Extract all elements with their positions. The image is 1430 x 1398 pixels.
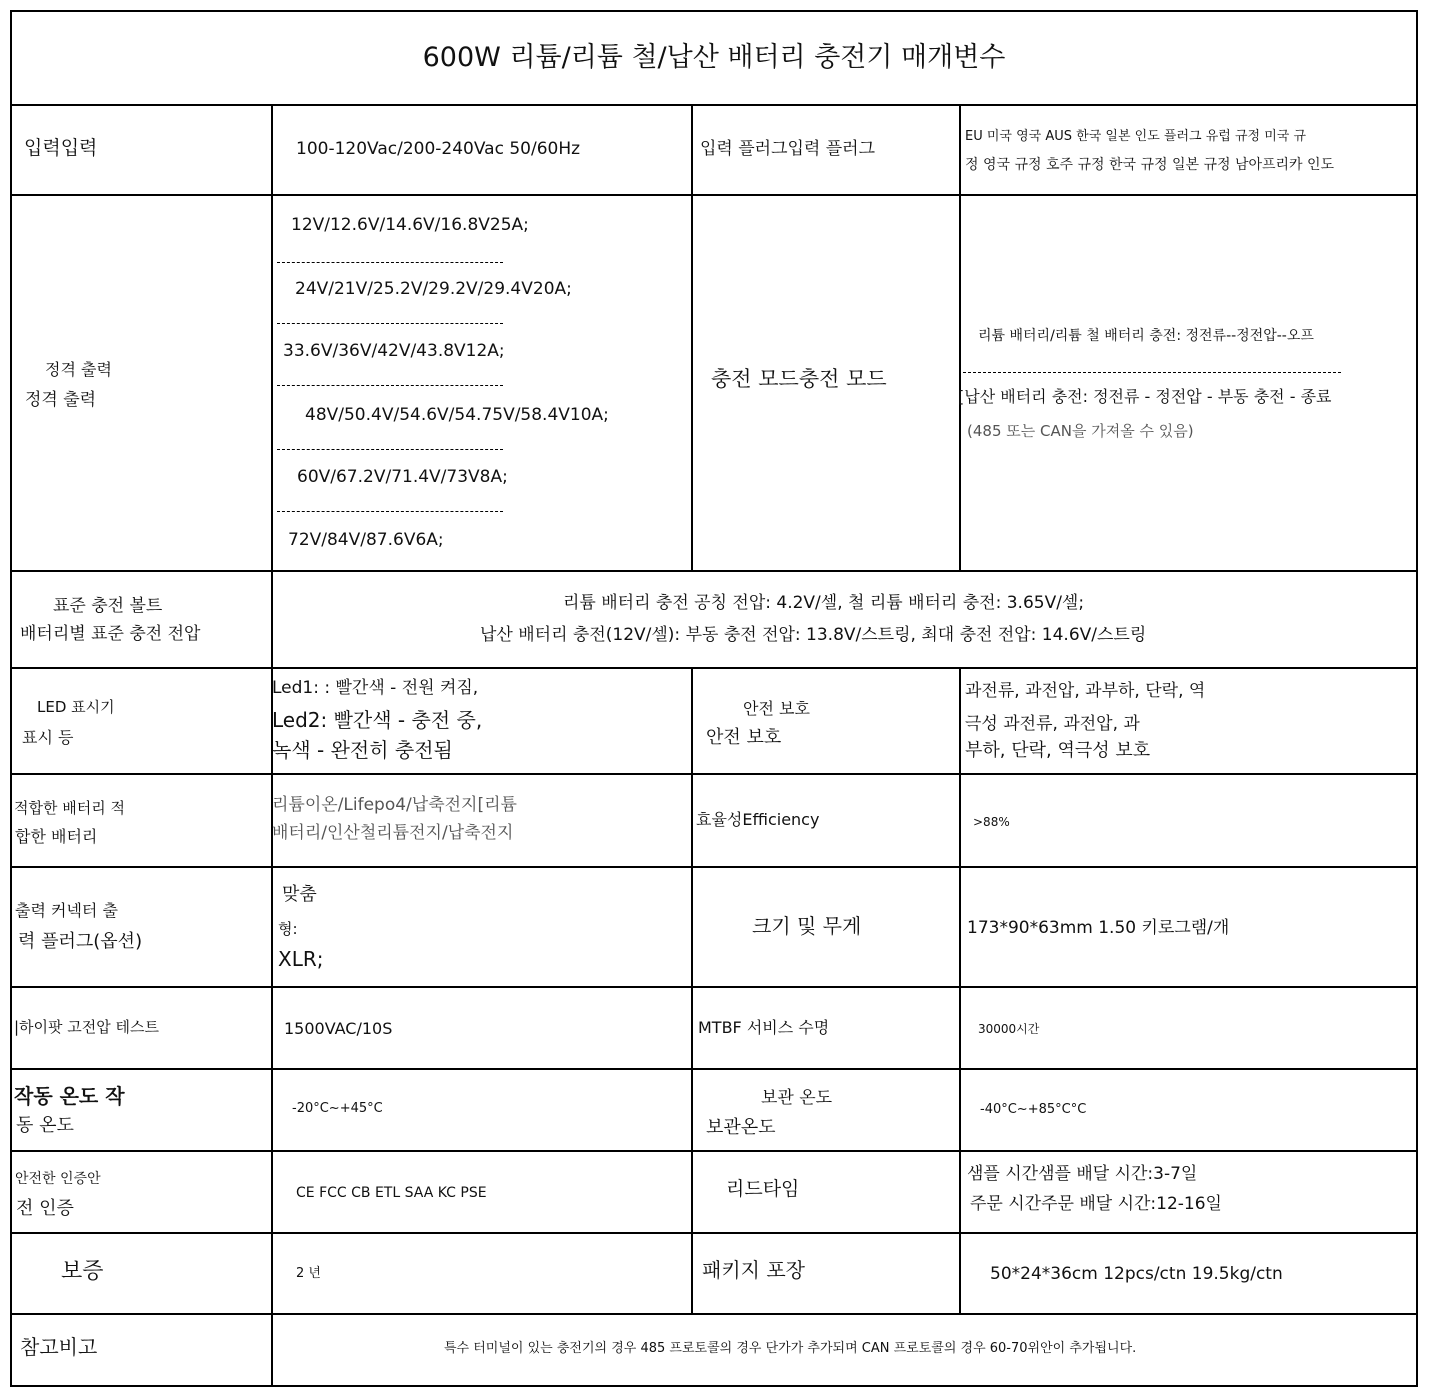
led-line1: Led1: : 빨간색 - 전원 켜짐, — [272, 678, 479, 698]
battery-label: 적합한 배터리 적 — [14, 799, 125, 817]
size-label: 크기 및 무게 — [752, 914, 862, 938]
package-value: 50*24*36cm 12pcs/ctn 19.5kg/ctn — [990, 1264, 1283, 1284]
safety-label: 안전 보호 — [743, 699, 810, 718]
lead-time-line2: 주문 시간주문 배달 시간:12-16일 — [970, 1194, 1222, 1214]
divider-dash — [277, 262, 503, 263]
divider-dash — [963, 372, 1341, 373]
led-line3: 녹색 - 완전히 충전됨 — [272, 738, 453, 762]
row-divider — [12, 986, 1416, 988]
charge-mode-line2: [납산 배터리 충전: 정전류 - 정전압 - 부동 충전 - 종료 — [958, 387, 1332, 406]
output-line: 48V/50.4V/54.6V/54.75V/58.4V10A; — [305, 405, 609, 425]
row-divider — [12, 1150, 1416, 1152]
hipot-value: 1500VAC/10S — [284, 1019, 393, 1038]
input-value: 100-120Vac/200-240Vac 50/60Hz — [296, 139, 581, 159]
rated-output-label: 정격 출력 — [45, 360, 112, 379]
charge-mode-line1: 리튬 배터리/리튬 철 배터리 충전: 정전류--정전압--오프 — [978, 328, 1314, 344]
warranty-label: 보증 — [61, 1259, 104, 1284]
plug-value-line2: 정 영국 규정 호주 규정 한국 규정 일본 규정 남아프리카 인도 — [965, 157, 1335, 173]
size-value: 173*90*63mm 1.50 키로그램/개 — [967, 918, 1230, 938]
connector-line3: XLR; — [278, 947, 324, 971]
row-divider — [12, 1313, 1416, 1315]
row-divider — [12, 866, 1416, 868]
column-divider — [691, 667, 693, 1313]
divider-dash — [277, 385, 503, 386]
rated-output-label-2: 정격 출력 — [25, 390, 97, 410]
remarks-label: 참고비고 — [20, 1335, 98, 1359]
safety-label-2: 안전 보호 — [706, 727, 782, 748]
divider-dash — [277, 449, 503, 450]
certification-value: CE FCC CB ETL SAA KC PSE — [296, 1185, 487, 1201]
warranty-value: 2 년 — [296, 1266, 321, 1281]
charge-mode-line3: (485 또는 CAN을 가져올 수 있음) — [967, 422, 1194, 440]
row-divider — [12, 773, 1416, 775]
row-divider — [12, 1068, 1416, 1070]
row-divider — [12, 1232, 1416, 1234]
standard-voltage-line1: 리튬 배터리 충전 공칭 전압: 4.2V/셀, 철 리튬 배터리 충전: 3.65V/셀; — [563, 593, 1085, 613]
connector-line1: 맞춤 — [282, 884, 317, 905]
column-divider — [959, 667, 961, 1313]
mtbf-label: MTBF 서비스 수명 — [698, 1018, 830, 1037]
certification-label-2: 전 인증 — [16, 1198, 74, 1219]
row-divider — [12, 194, 1416, 196]
led-label: LED 표시기 — [37, 698, 115, 716]
output-line: 33.6V/36V/42V/43.8V12A; — [283, 341, 505, 361]
output-line: 72V/84V/87.6V6A; — [288, 530, 444, 550]
connector-label-2: 력 플러그(옵션) — [18, 931, 143, 952]
storage-temp-label: 보관 온도 — [761, 1088, 833, 1108]
connector-label: 출력 커넥터 출 — [15, 901, 118, 920]
row-divider — [12, 667, 1416, 669]
operating-temp-value: -20°C~+45°C — [292, 1101, 383, 1116]
safety-line2: 극성 과전류, 과전압, 과 — [965, 714, 1140, 734]
led-line2: Led2: 빨간색 - 충전 중, — [272, 708, 483, 732]
standard-voltage-line2: 납산 배터리 충전(12V/셀): 부동 충전 전압: 13.8V/스트링, 최대 충전 전압: 14.6V/스트링 — [480, 625, 1147, 645]
remarks-value: 특수 터미널이 있는 충전기의 경우 485 프로토콜의 경우 단가가 추가되며 CAN 프로토콜의 경우 60-70위안이 추가됩니다. — [444, 1341, 1137, 1356]
hipot-label: |하이팟 고전압 테스트 — [14, 1018, 160, 1036]
package-label: 패키지 포장 — [702, 1258, 805, 1282]
divider-dash — [277, 511, 503, 512]
column-divider — [691, 104, 693, 570]
page-title: 600W 리튬/리튬 철/납산 배터리 충전기 매개변수 — [422, 42, 1006, 73]
plug-value-line1: EU 미국 영국 AUS 한국 일본 인도 플러그 유럽 규정 미국 규 — [965, 129, 1307, 144]
storage-temp-value: -40°C~+85°C°C — [980, 1102, 1087, 1117]
column-divider — [959, 104, 961, 570]
mtbf-value: 30000시간 — [978, 1022, 1040, 1036]
row-divider — [12, 570, 1416, 572]
safety-line1: 과전류, 과전압, 과부하, 단락, 역 — [965, 681, 1206, 701]
output-line: 60V/67.2V/71.4V/73V8A; — [297, 467, 508, 487]
lead-time-label: 리드타임 — [726, 1178, 800, 1200]
input-label: 입력입력 — [24, 137, 98, 159]
charge-mode-label: 충전 모드충전 모드 — [711, 367, 887, 391]
storage-temp-label-2: 보관온도 — [706, 1117, 776, 1138]
battery-label-2: 합한 배터리 — [15, 827, 98, 846]
lead-time-line1: 샘플 시간샘플 배달 시간:3-7일 — [967, 1164, 1198, 1184]
battery-line1: 리튬이온/Lifepo4/납축전지[리튬 — [272, 795, 517, 815]
output-line: 12V/12.6V/14.6V/16.8V25A; — [291, 215, 529, 235]
operating-temp-label-2: 동 온도 — [16, 1115, 74, 1136]
efficiency-value: >88% — [973, 815, 1010, 829]
row-divider — [12, 104, 1416, 106]
efficiency-label: 효율성Efficiency — [696, 810, 820, 829]
standard-voltage-label-2: 배터리별 표준 충전 전압 — [20, 624, 201, 644]
certification-label: 안전한 인증안 — [15, 1171, 101, 1187]
output-line: 24V/21V/25.2V/29.2V/29.4V20A; — [295, 279, 572, 299]
spec-table — [10, 10, 1418, 1387]
connector-line2: 형: — [278, 920, 298, 938]
led-label-2: 표시 등 — [22, 728, 74, 747]
plug-label: 입력 플러그입력 플러그 — [700, 139, 876, 159]
safety-line3: 부하, 단락, 역극성 보호 — [965, 740, 1151, 761]
battery-line2: 배터리/인산철리튬전지/납축전지 — [272, 823, 514, 843]
divider-dash — [277, 323, 503, 324]
operating-temp-label: 작동 온도 작 — [14, 1084, 125, 1108]
standard-voltage-label: 표준 충전 볼트 — [53, 596, 163, 616]
